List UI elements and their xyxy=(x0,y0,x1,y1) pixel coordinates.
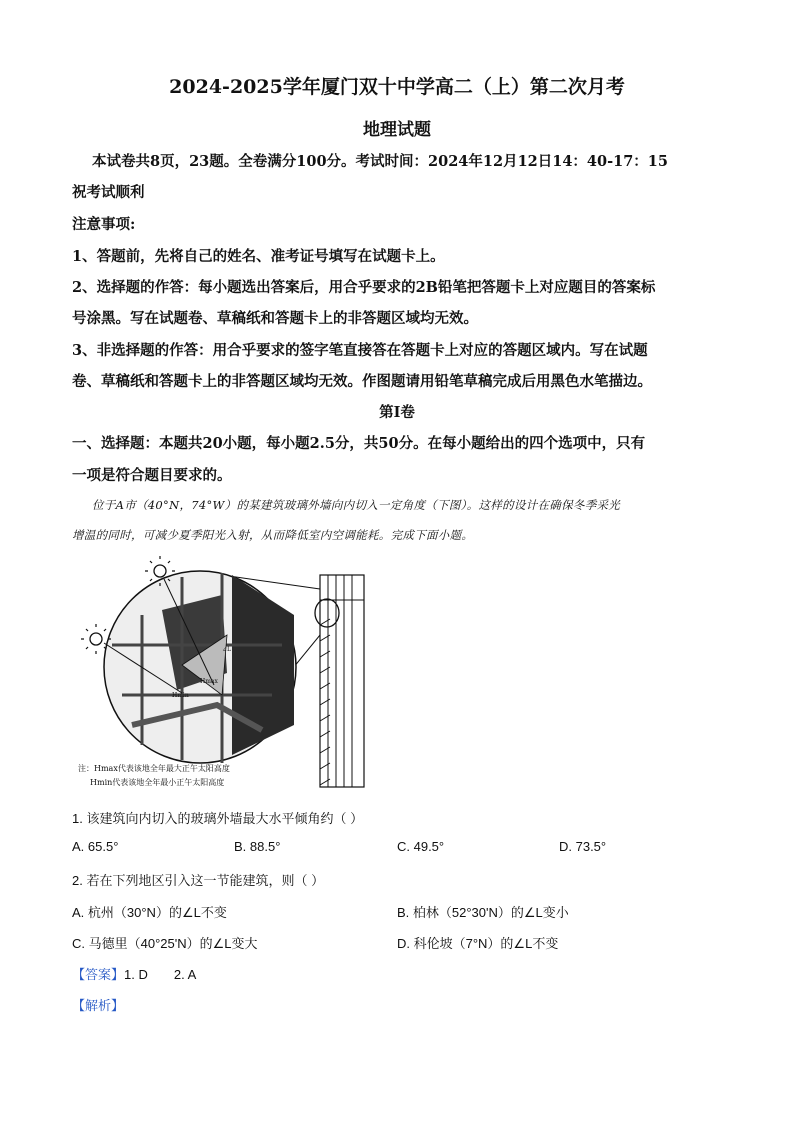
figure-note-2: Hmin代表该地全年最小正午太阳高度 xyxy=(90,778,225,787)
question-1-stem: 1. 该建筑向内切入的玻璃外墙最大水平倾角约（ ） xyxy=(72,811,364,826)
note-item-2a: 2、选择题的作答：每小题选出答案后，用合乎要求的2B铅笔把答题卡上对应题目的答案标 xyxy=(72,279,656,296)
question-2-stem: 2. 若在下列地区引入这一节能建筑，则（ ） xyxy=(72,873,325,888)
answer-value-1: 1. D xyxy=(124,967,148,982)
note-item-3b: 卷、草稿纸和答题卡上的非答题区域均无效。作图题请用铅笔草稿完成后用黑色水笔描边。 xyxy=(72,373,652,390)
q2-option-b: B. 柏林（52°30'N）的∠L变小 xyxy=(397,905,569,920)
exam-title: 2024-2025学年厦门双十中学高二（上）第二次月考 xyxy=(169,76,625,98)
passage-line-1: 位于A市（40°N，74°W）的某建筑玻璃外墙向内切入一定角度（下图）。这样的设计在确保冬季采光 xyxy=(92,498,621,512)
figure-note-1: 注：Hmax代表该地全年最大正午太阳高度 xyxy=(78,764,230,773)
answer-value-2: 2. A xyxy=(173,967,197,982)
note-item-2b: 号涂黑。写在试题卷、草稿纸和答题卡上的非答题区域均无效。 xyxy=(72,310,478,327)
section-instructions-2: 一项是符合题目要求的。 xyxy=(72,467,232,484)
q1-option-c: C. 49.5° xyxy=(397,839,445,854)
magnified-detail xyxy=(104,571,296,763)
good-luck: 祝考试顺利 xyxy=(72,184,145,201)
subject-title: 地理试题 xyxy=(363,120,431,140)
note-item-1: 1、答题前，先将自己的姓名、准考证号填写在试题卡上。 xyxy=(72,248,445,265)
hmax-label: Hmax xyxy=(200,678,218,685)
exam-info: 本试卷共8页，23题。全卷满分100分。考试时间：2024年12月12日14：40-17：15 xyxy=(92,153,668,170)
hmin-label: Hmin xyxy=(172,692,189,699)
answer-row xyxy=(72,964,196,983)
notes-heading: 注意事项: xyxy=(72,216,136,233)
q1-option-d: D. 73.5° xyxy=(559,839,607,854)
building-figure xyxy=(72,555,372,795)
volume-heading: 第Ⅰ卷 xyxy=(379,404,415,421)
q1-option-a: A. 65.5° xyxy=(72,839,119,854)
angle-label: ∠L xyxy=(222,646,232,653)
note-item-3a: 3、非选择题的作答：用合乎要求的签字笔直接答在答题卡上对应的答题区域内。写在试题 xyxy=(72,342,648,359)
tall-building xyxy=(315,575,364,787)
analysis-label: 【解析】 xyxy=(72,998,125,1013)
answer-label: 【答案】 xyxy=(72,967,125,982)
passage-line-2: 增温的同时，可减少夏季阳光入射，从而降低室内空调能耗。完成下面小题。 xyxy=(72,528,474,542)
q1-option-b: B. 88.5° xyxy=(234,839,281,854)
q2-option-a: A. 杭州（30°N）的∠L不变 xyxy=(72,905,227,920)
q2-option-d: D. 科伦坡（7°N）的∠L不变 xyxy=(397,936,559,951)
section-instructions-1: 一、选择题：本题共20小题，每小题2.5分，共50分。在每小题给出的四个选项中，只有 xyxy=(72,435,646,452)
q2-option-c: C. 马德里（40°25'N）的∠L变大 xyxy=(72,936,258,951)
